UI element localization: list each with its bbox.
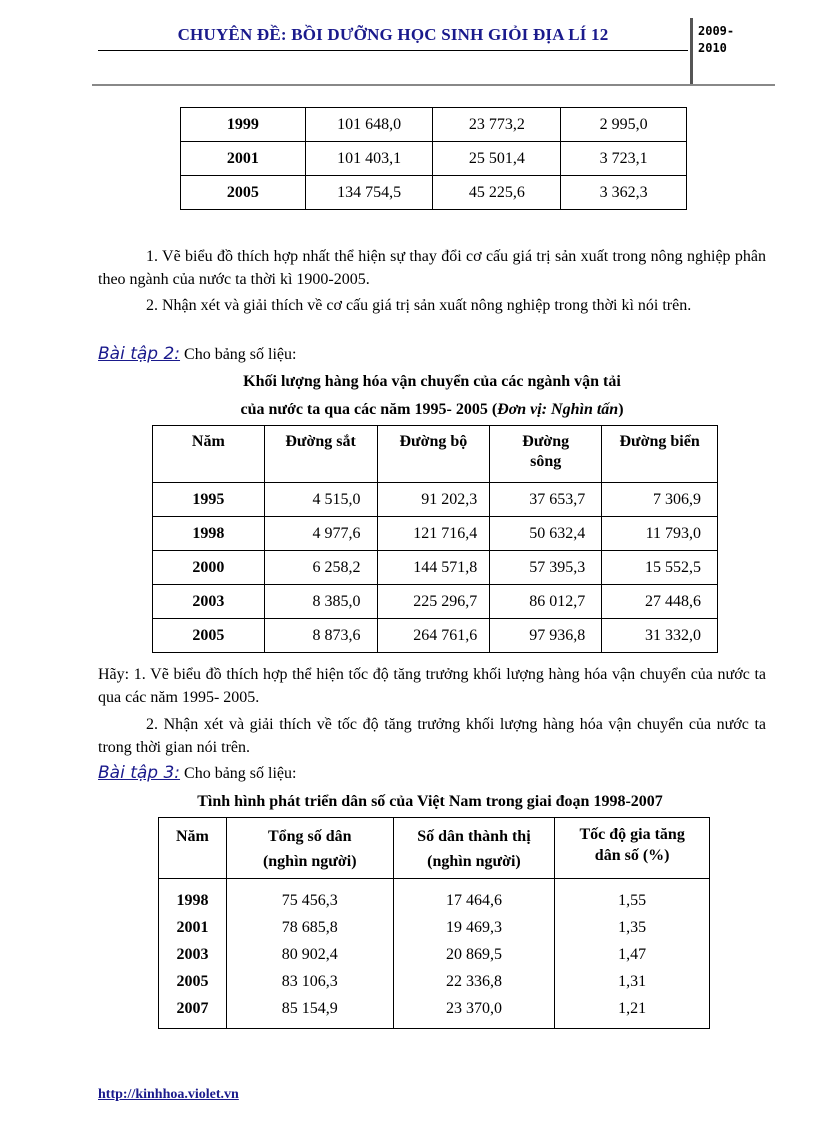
table-row xyxy=(181,142,687,176)
table-header-row xyxy=(159,818,710,879)
table-agri-values xyxy=(180,107,687,210)
value-cell: 3 723,1 xyxy=(561,142,687,176)
header-urban-line1: Số dân thành thị xyxy=(417,828,531,845)
value-cell: 1,47 xyxy=(555,941,710,968)
year-cell: 2007 xyxy=(159,995,227,1029)
value-cell: 11 793,0 xyxy=(602,517,718,551)
header-year-bottom: 2010 xyxy=(698,41,727,55)
year-cell: 1999 xyxy=(181,108,306,142)
table-header-row xyxy=(153,426,718,483)
exercise2-caption-text: của nước ta qua các năm 1995- 2005 ( xyxy=(240,401,498,418)
value-cell: 50 632,4 xyxy=(490,517,602,551)
table-row xyxy=(181,108,687,142)
exercise3-intro: Cho bảng số liệu: xyxy=(180,765,297,782)
value-cell: 4 515,0 xyxy=(264,483,377,517)
value-cell: 3 362,3 xyxy=(561,176,687,210)
value-cell: 101 403,1 xyxy=(305,142,433,176)
value-cell: 83 106,3 xyxy=(226,968,393,995)
value-cell: 1,21 xyxy=(555,995,710,1029)
value-cell: 134 754,5 xyxy=(305,176,433,210)
exercise2-caption-close: ) xyxy=(618,401,624,418)
table-row xyxy=(159,941,710,968)
header-year-top: 2009- xyxy=(698,24,735,38)
table-row xyxy=(159,914,710,941)
exercise3-heading xyxy=(98,762,766,785)
value-cell: 8 385,0 xyxy=(264,585,377,619)
exercise2-label: Bài tập 2: xyxy=(98,344,181,364)
table-freight xyxy=(152,425,718,653)
value-cell: 6 258,2 xyxy=(264,551,377,585)
value-cell: 85 154,9 xyxy=(226,995,393,1029)
table-row xyxy=(181,176,687,210)
header-river: Đường sông xyxy=(490,426,602,483)
table-row xyxy=(153,619,718,653)
year-cell: 2001 xyxy=(159,914,227,941)
exercise2-question-1: Hãy: 1. Vẽ biểu đồ thích hợp thể hiện tốc độ tăng trưởng khối lượng hàng hóa vận chuyển của nước ta qua các năm 1995- 2005. xyxy=(98,666,766,706)
header-underline xyxy=(98,50,688,51)
exercise2-intro: Cho bảng số liệu: xyxy=(180,346,297,363)
table-row xyxy=(153,585,718,619)
value-cell: 121 716,4 xyxy=(377,517,490,551)
value-cell: 20 869,5 xyxy=(393,941,555,968)
value-cell: 17 464,6 xyxy=(393,879,555,915)
value-cell: 1,55 xyxy=(555,879,710,915)
table-row xyxy=(153,483,718,517)
value-cell: 144 571,8 xyxy=(377,551,490,585)
value-cell: 264 761,6 xyxy=(377,619,490,653)
value-cell: 1,35 xyxy=(555,914,710,941)
value-cell: 23 773,2 xyxy=(433,108,561,142)
task1-question-1: 1. Vẽ biểu đồ thích hợp nhất thể hiện sự thay đổi cơ cấu giá trị sản xuất trong nông nghiệp phân theo ngành của nước ta thời kì 1900-2005. xyxy=(98,248,766,288)
value-cell: 57 395,3 xyxy=(490,551,602,585)
task1-question-2: 2. Nhận xét và giải thích về cơ cấu giá trị sản xuất nông nghiệp trong thời kì nói trên. xyxy=(146,297,692,314)
header-growth-line1: Tốc độ gia tăng xyxy=(579,826,685,843)
exercise2-caption-unit: Đơn vị: Nghìn tấn xyxy=(497,401,619,418)
value-cell: 91 202,3 xyxy=(377,483,490,517)
footer-link[interactable]: http://kinhhoa.violet.vn xyxy=(98,1087,239,1102)
year-cell: 2005 xyxy=(181,176,306,210)
year-cell: 2003 xyxy=(159,941,227,968)
header-urban-population xyxy=(393,818,555,879)
year-cell: 2005 xyxy=(153,619,265,653)
value-cell: 80 902,4 xyxy=(226,941,393,968)
page-header-title: CHUYÊN ĐỀ: BỒI DƯỠNG HỌC SINH GIỎI ĐỊA LÍ 12 xyxy=(177,25,609,44)
value-cell: 78 685,8 xyxy=(226,914,393,941)
exercise3-label: Bài tập 3: xyxy=(98,763,181,783)
table-row xyxy=(153,551,718,585)
exercise3-caption: Tình hình phát triển dân số của Việt Nam trong giai đoạn 1998-2007 xyxy=(197,793,663,810)
value-cell: 37 653,7 xyxy=(490,483,602,517)
value-cell: 25 501,4 xyxy=(433,142,561,176)
header-growth-line2: dân số (%) xyxy=(594,847,670,864)
year-cell: 1998 xyxy=(159,879,227,915)
header-road: Đường bộ xyxy=(377,426,490,483)
value-cell: 225 296,7 xyxy=(377,585,490,619)
header-rail: Đường sắt xyxy=(264,426,377,483)
header-total-line2: (nghìn người) xyxy=(262,853,357,870)
year-cell: 2005 xyxy=(159,968,227,995)
header-year: Năm xyxy=(159,818,227,879)
value-cell: 97 936,8 xyxy=(490,619,602,653)
exercise2-caption-line1: Khối lượng hàng hóa vận chuyển của các ngành vận tải xyxy=(243,373,621,390)
exercise2-heading xyxy=(98,343,766,366)
exercise2-caption-line2 xyxy=(98,398,766,421)
table-row xyxy=(153,517,718,551)
year-cell: 2003 xyxy=(153,585,265,619)
header-year xyxy=(698,23,758,57)
value-cell: 75 456,3 xyxy=(226,879,393,915)
table-row xyxy=(159,995,710,1029)
value-cell: 86 012,7 xyxy=(490,585,602,619)
value-cell: 23 370,0 xyxy=(393,995,555,1029)
table-row xyxy=(159,968,710,995)
header-total-line1: Tổng số dân xyxy=(267,828,352,845)
year-cell: 1995 xyxy=(153,483,265,517)
header-urban-line2: (nghìn người) xyxy=(427,853,521,870)
header-sea: Đường biển xyxy=(602,426,718,483)
year-cell: 1998 xyxy=(153,517,265,551)
value-cell: 22 336,8 xyxy=(393,968,555,995)
value-cell: 8 873,6 xyxy=(264,619,377,653)
value-cell: 7 306,9 xyxy=(602,483,718,517)
value-cell: 2 995,0 xyxy=(561,108,687,142)
header-divider xyxy=(690,18,693,84)
year-cell: 2001 xyxy=(181,142,306,176)
table-row xyxy=(159,879,710,915)
value-cell: 31 332,0 xyxy=(602,619,718,653)
header-year: Năm xyxy=(153,426,265,483)
value-cell: 1,31 xyxy=(555,968,710,995)
exercise2-question-2: 2. Nhận xét và giải thích về tốc độ tăng trưởng khối lượng hàng hóa vận chuyển của nước ta trong thời gian nói trên. xyxy=(98,716,766,756)
header-bottom-rule xyxy=(92,84,775,86)
value-cell: 4 977,6 xyxy=(264,517,377,551)
value-cell: 27 448,6 xyxy=(602,585,718,619)
value-cell: 19 469,3 xyxy=(393,914,555,941)
header-total-population xyxy=(226,818,393,879)
table-population xyxy=(158,817,710,1029)
year-cell: 2000 xyxy=(153,551,265,585)
header-growth-rate xyxy=(555,818,710,879)
value-cell: 101 648,0 xyxy=(305,108,433,142)
value-cell: 15 552,5 xyxy=(602,551,718,585)
value-cell: 45 225,6 xyxy=(433,176,561,210)
